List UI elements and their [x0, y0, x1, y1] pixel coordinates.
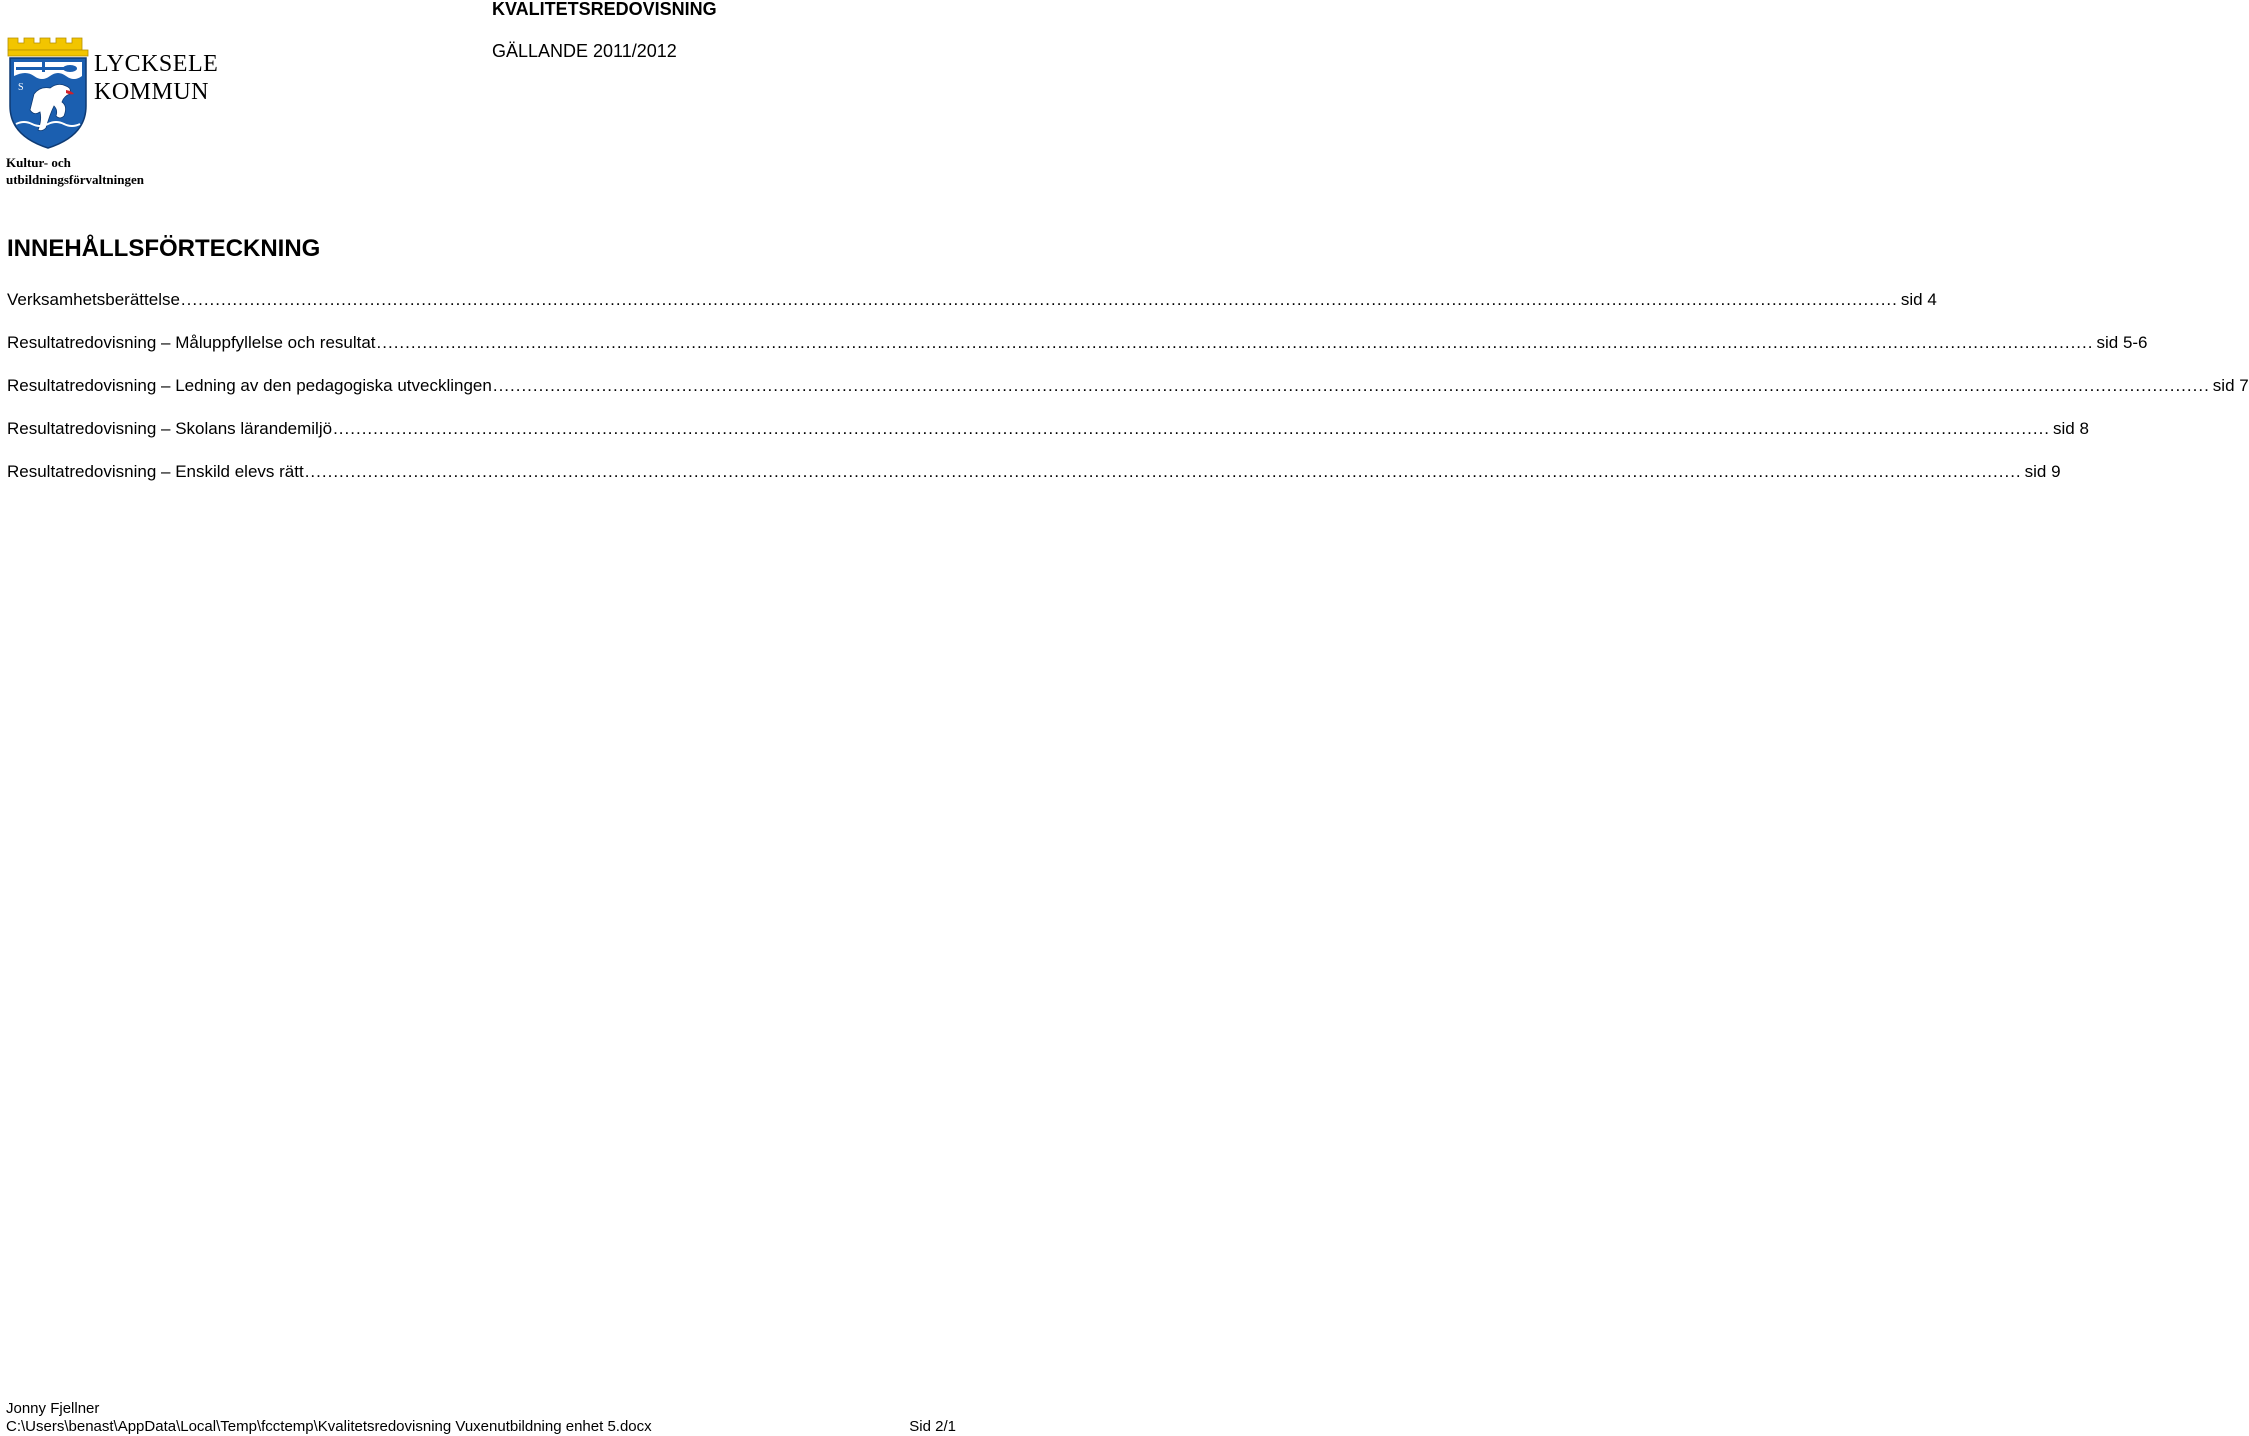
- toc-entry-label: Resultatredovisning – Enskild elevs rätt: [7, 462, 304, 481]
- toc-leader-dots: ............................................................................................................................................................................................................................................................................................................: [376, 333, 2094, 352]
- toc-entry[interactable]: [7, 375, 2249, 418]
- toc-leader-dots: ............................................................................................................................................................................................................................................................................................................: [333, 419, 2051, 438]
- toc-entry[interactable]: [7, 461, 2061, 504]
- toc-entry-label: Resultatredovisning – Måluppfyllelse och resultat: [7, 333, 376, 352]
- toc-entry[interactable]: [7, 289, 1937, 332]
- toc-title: INNEHÅLLSFÖRTECKNING: [7, 235, 321, 262]
- toc-entry-page: sid 8: [2053, 419, 2089, 438]
- toc-entry[interactable]: [7, 332, 2148, 375]
- toc-entry-page: sid 5-6: [2096, 333, 2148, 352]
- document-type: KVALITETSREDOVISNING: [492, 0, 717, 19]
- toc-entry-page: sid 7: [2212, 376, 2249, 395]
- svg-text:S: S: [18, 82, 24, 93]
- toc-entry-page: sid 4: [1900, 290, 1937, 309]
- footer-author: Jonny Fjellner: [6, 1400, 100, 1417]
- table-of-contents: [7, 289, 2249, 504]
- toc-leader-dots: ............................................................................................................................................................................................................................................................................................................: [492, 376, 2210, 395]
- toc-leader-dots: ............................................................................................................................................................................................................................................................................................................: [304, 462, 2022, 481]
- department-line2: utbildningsförvaltningen: [6, 172, 144, 187]
- toc-leader-dots: ............................................................................................................................................................................................................................................................................................................: [180, 290, 1898, 309]
- footer-file-path: C:\Users\benast\AppData\Local\Temp\fcctemp\Kvalitetsredovisning Vuxenutbildning enhet 5.docx: [6, 1418, 652, 1435]
- coat-of-arms-icon: [6, 36, 90, 150]
- toc-entry-label: Resultatredovisning – Skolans lärandemiljö: [7, 419, 333, 438]
- department-name: [6, 154, 144, 188]
- footer-page-number: Sid 2/1: [909, 1418, 956, 1435]
- toc-entry-page: sid 9: [2024, 462, 2061, 481]
- toc-entry[interactable]: [7, 418, 2089, 461]
- toc-entry-label: Verksamhetsberättelse: [7, 290, 180, 309]
- municipality-name-line1: LYCKSELE: [94, 51, 219, 77]
- document-period: GÄLLANDE 2011/2012: [492, 41, 677, 61]
- toc-entry-label: Resultatredovisning – Ledning av den pedagogiska utvecklingen: [7, 376, 492, 395]
- department-line1: Kultur- och: [6, 155, 71, 170]
- municipality-name-line2: KOMMUN: [94, 79, 210, 105]
